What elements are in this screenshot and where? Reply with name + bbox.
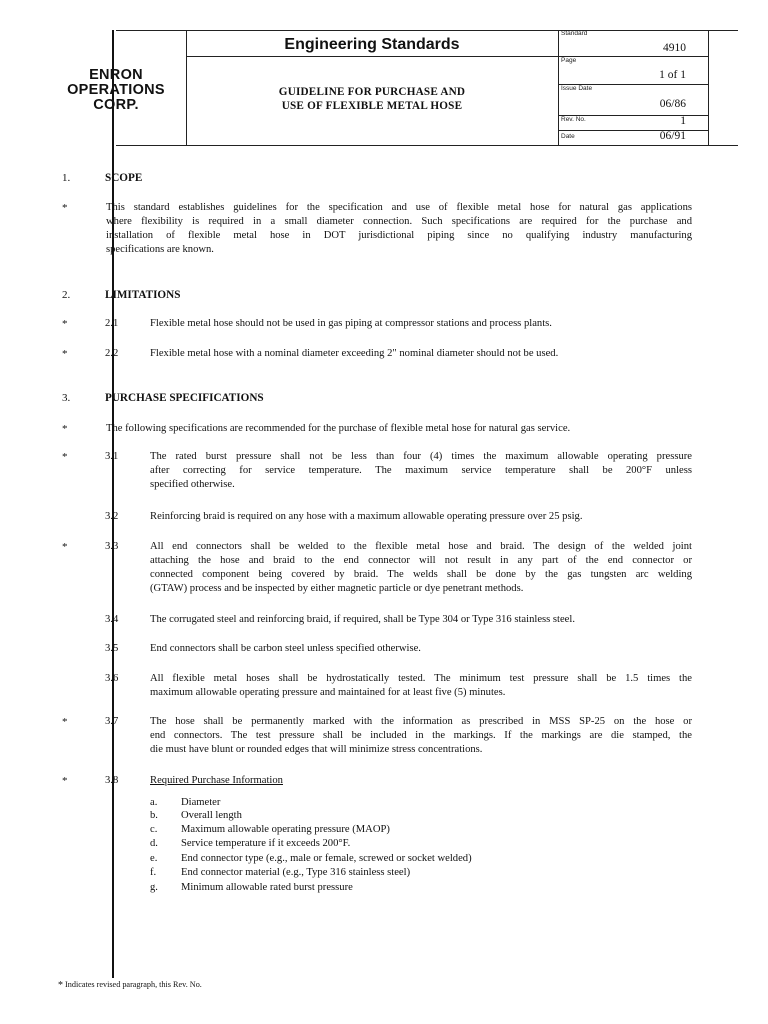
header-top-rule xyxy=(116,30,738,31)
revision-marker: * xyxy=(62,202,68,214)
scope-line: This standard establishes guidelines for the specification and use of flexible metal hose for natural gas applications xyxy=(106,202,692,213)
list-item: Minimum allowable rated burst pressure xyxy=(181,882,353,893)
subsection-number: 3.1 xyxy=(105,451,119,462)
subsection-text xyxy=(150,540,692,596)
list-item: Diameter xyxy=(181,797,221,808)
scope-paragraph xyxy=(106,201,692,257)
subsection-number: 3.4 xyxy=(105,614,119,625)
subsection-text: Flexible metal hose with a nominal diameter exceeding 2" nominal diameter should not be used. xyxy=(150,348,559,359)
item-line: The hose shall be permanently marked with the information as prescribed in MSS SP-25 on the hose or xyxy=(150,716,692,727)
subsection-text: Flexible metal hose should not be used in gas piping at compressor stations and process plants. xyxy=(150,318,552,329)
list-item: End connector type (e.g., male or female, screwed or socket welded) xyxy=(181,853,472,864)
purchase-info-heading xyxy=(150,775,283,786)
logo-line-1: ENRON xyxy=(89,67,143,83)
list-item: Overall length xyxy=(181,810,242,821)
list-item: Maximum allowable operating pressure (MAOP) xyxy=(181,824,390,835)
subsection-number: 3.7 xyxy=(105,716,119,727)
document-title: Engineering Standards xyxy=(284,36,460,53)
section-heading: PURCHASE SPECIFICATIONS xyxy=(105,392,264,404)
list-letter: g. xyxy=(150,882,158,893)
list-letter: e. xyxy=(150,853,158,864)
revision-marker: * xyxy=(62,348,68,360)
subsection-text xyxy=(150,715,692,757)
standard-label: Standard xyxy=(561,30,588,37)
scope-line: installation of flexible metal hose in DOT jurisdictional piping since no qualifying industry manufacturing xyxy=(106,229,692,241)
section-number: 3. xyxy=(62,392,71,404)
header-divider-right xyxy=(558,30,559,145)
title-rule xyxy=(186,56,558,57)
footnote-text: Indicates revised paragraph, this Rev. No. xyxy=(65,980,202,989)
logo-line-3: CORP. xyxy=(93,97,139,113)
item-line: All end connectors shall be welded to the flexible metal hose and braid. The design of the welded joint xyxy=(150,541,692,552)
document-subtitle-line-2: USE OF FLEXIBLE METAL HOSE xyxy=(281,100,463,112)
section-number: 1. xyxy=(62,172,71,184)
logo-line-2: OPERATIONS xyxy=(67,82,165,98)
item-line: maximum allowable operating pressure and maintained for at least five (5) minutes. xyxy=(150,686,506,698)
list-letter: f. xyxy=(150,867,157,878)
scope-line: specifications are known. xyxy=(106,243,214,255)
item-line: (GTAW) process and be inspected by either magnetic particle or dye penetrant methods. xyxy=(150,582,524,594)
subsection-number: 3.8 xyxy=(105,775,119,786)
meta-right-edge xyxy=(708,30,709,145)
date-label: Date xyxy=(561,133,575,140)
issue-date-value: 06/86 xyxy=(659,98,686,110)
revision-marker: * xyxy=(62,423,68,435)
subsection-text: End connectors shall be carbon steel unless specified otherwise. xyxy=(150,643,421,654)
item-line: attaching the hose and braid to the end connector will not result in any part of the end connector or xyxy=(150,554,692,566)
list-letter: c. xyxy=(150,824,158,835)
list-item: Service temperature if it exceeds 200°F. xyxy=(181,838,351,849)
item-line: after correcting for service temperature. The maximum service temperature shall be 200°F unless xyxy=(150,464,692,476)
rev-no-value: 1 xyxy=(680,115,686,127)
meta-rule-1 xyxy=(558,56,708,57)
page-value: 1 of 1 xyxy=(659,69,686,81)
subsection-number: 2.1 xyxy=(105,318,119,329)
subsection-text xyxy=(150,450,692,492)
revision-marker: * xyxy=(62,716,68,728)
standard-value: 4910 xyxy=(663,42,686,54)
company-logo xyxy=(58,68,174,113)
item-line: end connectors. The test pressure shall be included in the markings. If the markings are die stamped, the xyxy=(150,729,692,741)
subsection-number: 3.3 xyxy=(105,541,119,552)
item-line: connected component being covered by braid. The welds shall be done by the gas tungsten arc welding xyxy=(150,568,692,580)
page-label: Page xyxy=(561,57,577,64)
list-letter: d. xyxy=(150,838,158,849)
list-letter: a. xyxy=(150,797,158,808)
purchase-intro: The following specifications are recommended for the purchase of flexible metal hose for natural gas service. xyxy=(106,423,571,434)
scope-line: where flexibility is required in a small diameter connection. Such specifications are required for the purchase and xyxy=(106,215,692,227)
footnote-marker: * xyxy=(58,980,63,991)
revision-marker: * xyxy=(62,318,68,330)
document-subtitle-line-1: GUIDELINE FOR PURCHASE AND xyxy=(278,86,466,98)
date-value: 06/91 xyxy=(659,130,686,142)
item-line: specified otherwise. xyxy=(150,478,235,490)
revision-marker: * xyxy=(62,775,68,787)
footnote xyxy=(58,980,202,991)
list-item: End connector material (e.g., Type 316 stainless steel) xyxy=(181,867,411,878)
section-heading: LIMITATIONS xyxy=(105,289,181,301)
subsection-text xyxy=(150,672,692,700)
item-line: All flexible metal hoses shall be hydrostatically tested. The minimum test pressure shall be 1.5 times the xyxy=(150,673,692,684)
item-line: die must have blunt or rounded edges that will minimize stress concentrations. xyxy=(150,743,483,755)
item-line: The rated burst pressure shall not be less than four (4) times the maximum allowable operating pressure xyxy=(150,451,692,462)
section-heading: SCOPE xyxy=(105,172,143,184)
subsection-text: The corrugated steel and reinforcing braid, if required, shall be Type 304 or Type 316 stainless steel. xyxy=(150,614,575,625)
revision-marker: * xyxy=(62,541,68,553)
issue-date-label: Issue Date xyxy=(561,85,593,92)
list-letter: b. xyxy=(150,810,158,821)
section-number: 2. xyxy=(62,289,71,301)
revision-marker: * xyxy=(62,451,68,463)
rev-no-label: Rev. No. xyxy=(561,116,586,123)
subsection-number: 3.2 xyxy=(105,511,119,522)
subsection-text: Reinforcing braid is required on any hose with a maximum allowable operating pressure over 25 psig. xyxy=(150,511,583,522)
subsection-number: 2.2 xyxy=(105,348,119,359)
subsection-number: 3.5 xyxy=(105,643,119,654)
purchase-info-heading-text: Required Purchase Information xyxy=(150,775,283,786)
header-bottom-rule xyxy=(116,145,738,146)
subsection-number: 3.6 xyxy=(105,673,119,684)
